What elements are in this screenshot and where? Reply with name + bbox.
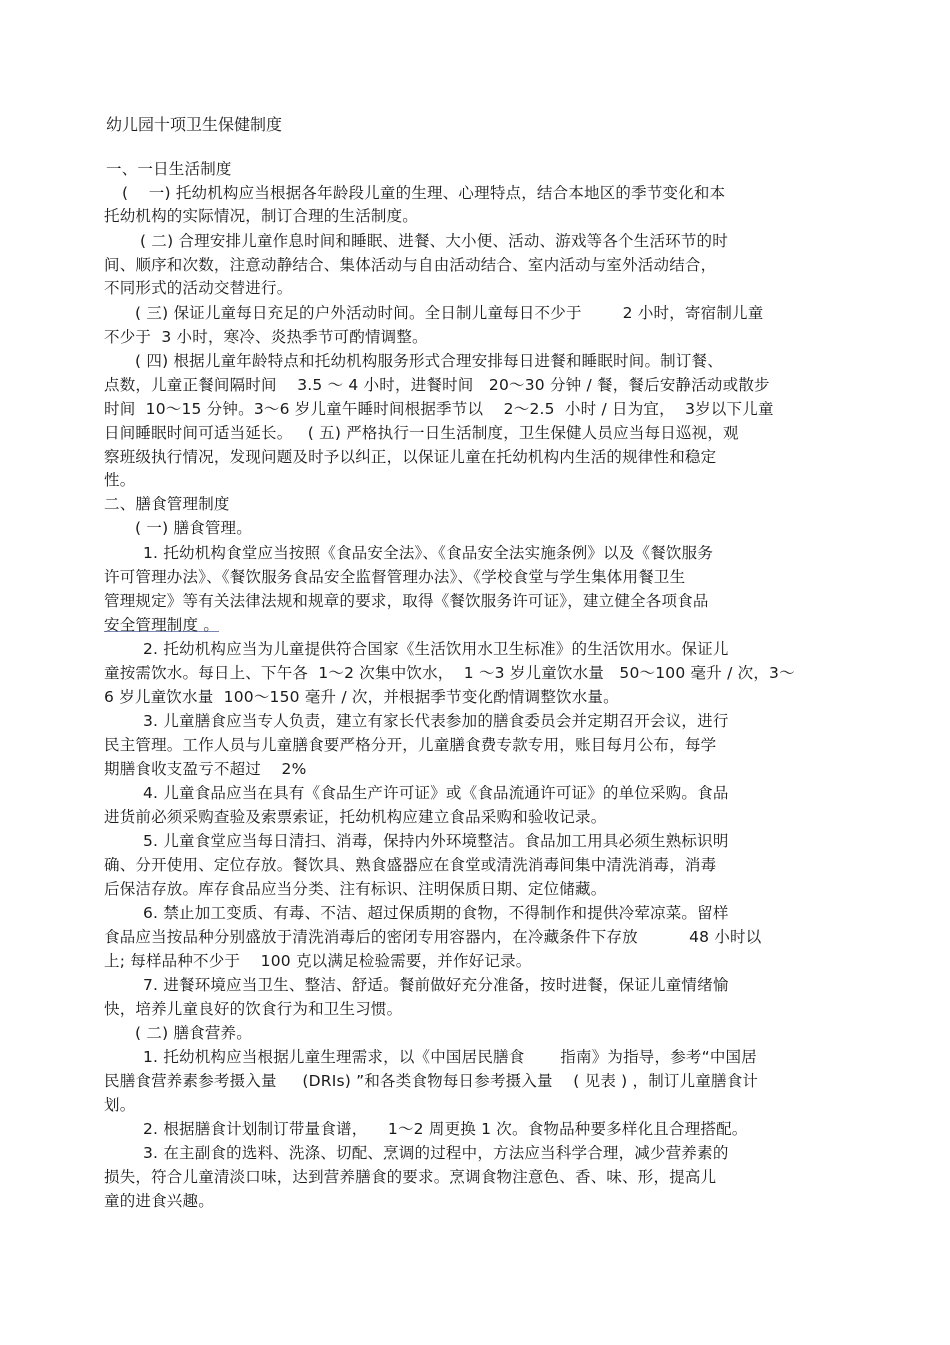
- paragraph-line: 时间 10～15 分钟。3～6 岁儿童午睡时间根据季节以 2～2.5 小时 / 日为宜， 3岁以下儿童: [104, 400, 774, 418]
- paragraph-line: 1. 托幼机构应当根据儿童生理需求，以《中国居民膳食 指南》为指导，参考“中国居: [143, 1048, 757, 1066]
- paragraph-line: 2. 托幼机构应当为儿童提供符合国家《生活饮用水卫生标准》的生活饮用水。保证儿: [143, 640, 729, 658]
- paragraph-line: ( 四) 根据儿童年龄特点和托幼机构服务形式合理安排每日进餐和睡眠时间。制订餐、: [135, 352, 723, 370]
- paragraph-line: 托幼机构的实际情况，制订合理的生活制度。: [104, 207, 419, 225]
- paragraph-line: 点数，儿童正餐间隔时间 3.5 ～ 4 小时，进餐时间 20～30 分钟 / 餐，餐后安静活动或散步: [104, 376, 770, 394]
- paragraph-line: 3. 儿童膳食应当专人负责，建立有家长代表参加的膳食委员会并定期召开会议，进行: [143, 712, 729, 730]
- paragraph-line: ( 三) 保证儿童每日充足的户外活动时间。全日制儿童每日不少于 2 小时，寄宿制儿童: [135, 304, 764, 322]
- paragraph-line: 3. 在主副食的选料、洗涤、切配、烹调的过程中，方法应当科学合理，减少营养素的: [143, 1144, 729, 1162]
- paragraph-line: 7. 进餐环境应当卫生、整洁、舒适。餐前做好充分准备，按时进餐，保证儿童情绪愉: [143, 976, 729, 994]
- paragraph-line: 不少于 3 小时，寒冷、炎热季节可酌情调整。: [104, 328, 428, 346]
- section-heading: 一、一日生活制度: [106, 160, 232, 178]
- paragraph-line: 6 岁儿童饮水量 100～150 毫升 / 次，并根据季节变化酌情调整饮水量。: [104, 688, 619, 706]
- paragraph-line: 进货前必须采购查验及索票索证，托幼机构应建立食品采购和验收记录。: [104, 808, 607, 826]
- paragraph-line: 童的进食兴趣。: [104, 1192, 214, 1210]
- paragraph-line: 4. 儿童食品应当在具有《食品生产许可证》或《食品流通许可证》的单位采购。食品: [143, 784, 729, 802]
- paragraph-line: 2. 根据膳食计划制订带量食谱， 1～2 周更换 1 次。食物品种要多样化且合理搭配。: [143, 1120, 748, 1138]
- paragraph-line: 期膳食收支盈亏不超过 2%: [104, 760, 307, 778]
- paragraph-line: 性。: [104, 471, 136, 489]
- paragraph-line: 间、顺序和次数，注意动静结合、集体活动与自由活动结合、室内活动与室外活动结合，: [104, 256, 717, 274]
- document-title: 幼儿园十项卫生保健制度: [106, 115, 283, 134]
- paragraph-line: 许可管理办法》、《餐饮服务食品安全监督管理办法》、《学校食堂与学生集体用餐卫生: [104, 568, 686, 586]
- paragraph-line: 管理规定》等有关法律法规和规章的要求，取得《餐饮服务许可证》，建立健全各项食品: [104, 592, 709, 610]
- paragraph-line: 后保洁存放。库存食品应当分类、注有标识、注明保质日期、定位储藏。: [104, 880, 607, 898]
- paragraph-line: ( 二) 合理安排儿童作息时间和睡眠、进餐、大小便、活动、游戏等各个生活环节的时: [140, 232, 728, 250]
- subsection-heading: ( 一) 膳食管理。: [135, 519, 252, 537]
- paragraph-line: 食品应当按品种分别盛放于清洗消毒后的密闭专用容器内，在冷藏条件下存放 48 小时以: [104, 928, 762, 946]
- paragraph-line: 6. 禁止加工变质、有毒、不洁、超过保质期的食物，不得制作和提供冷荤凉菜。留样: [143, 904, 729, 922]
- paragraph-line: 确、分开使用、定位存放。餐饮具、熟食盛器应在食堂或清洗消毒间集中清洗消毒，消毒: [104, 856, 717, 874]
- paragraph-line: 日间睡眠时间可适当延长。 ( 五) 严格执行一日生活制度，卫生保健人员应当每日巡视，观: [104, 424, 739, 442]
- paragraph-line: 不同形式的活动交替进行。: [104, 279, 293, 297]
- paragraph-line: 察班级执行情况，发现问题及时予以纠正，以保证儿童在托幼机构内生活的规律性和稳定: [104, 448, 717, 466]
- paragraph-line: 快，培养儿童良好的饮食行为和卫生习惯。: [104, 1000, 403, 1018]
- paragraph-line: 安全管理制度 。: [104, 616, 220, 634]
- section-heading: 二、膳食管理制度: [104, 495, 230, 513]
- paragraph-line: 上; 每样品种不少于 100 克以满足检验需要，并作好记录。: [104, 952, 532, 970]
- paragraph-line: 损失，符合儿童清淡口味，达到营养膳食的要求。烹调食物注意色、香、味、形，提高儿: [104, 1168, 717, 1186]
- paragraph-line: 民主管理。工作人员与儿童膳食要严格分开，儿童膳食费专款专用，账目每月公布，每学: [104, 736, 717, 754]
- paragraph-line: 划。: [104, 1096, 136, 1114]
- paragraph-line: 1. 托幼机构食堂应当按照《食品安全法》、《食品安全法实施条例》以及《餐饮服务: [143, 544, 714, 562]
- paragraph-line: ( 一) 托幼机构应当根据各年龄段儿童的生理、心理特点，结合本地区的季节变化和本: [122, 184, 726, 202]
- paragraph-line: 5. 儿童食堂应当每日清扫、消毒，保持内外环境整洁。食品加工用具必须生熟标识明: [143, 832, 729, 850]
- paragraph-line: 民膳食营养素参考摄入量 (DRIs) ”和各类食物每日参考摄入量 ( 见表 ) ，制订儿童膳食计: [104, 1072, 759, 1090]
- subsection-heading: ( 二) 膳食营养。: [135, 1024, 252, 1042]
- paragraph-line: 童按需饮水。每日上、下午各 1～2 次集中饮水， 1 ～3 岁儿童饮水量 50～100 毫升 / 次，3～: [104, 664, 795, 682]
